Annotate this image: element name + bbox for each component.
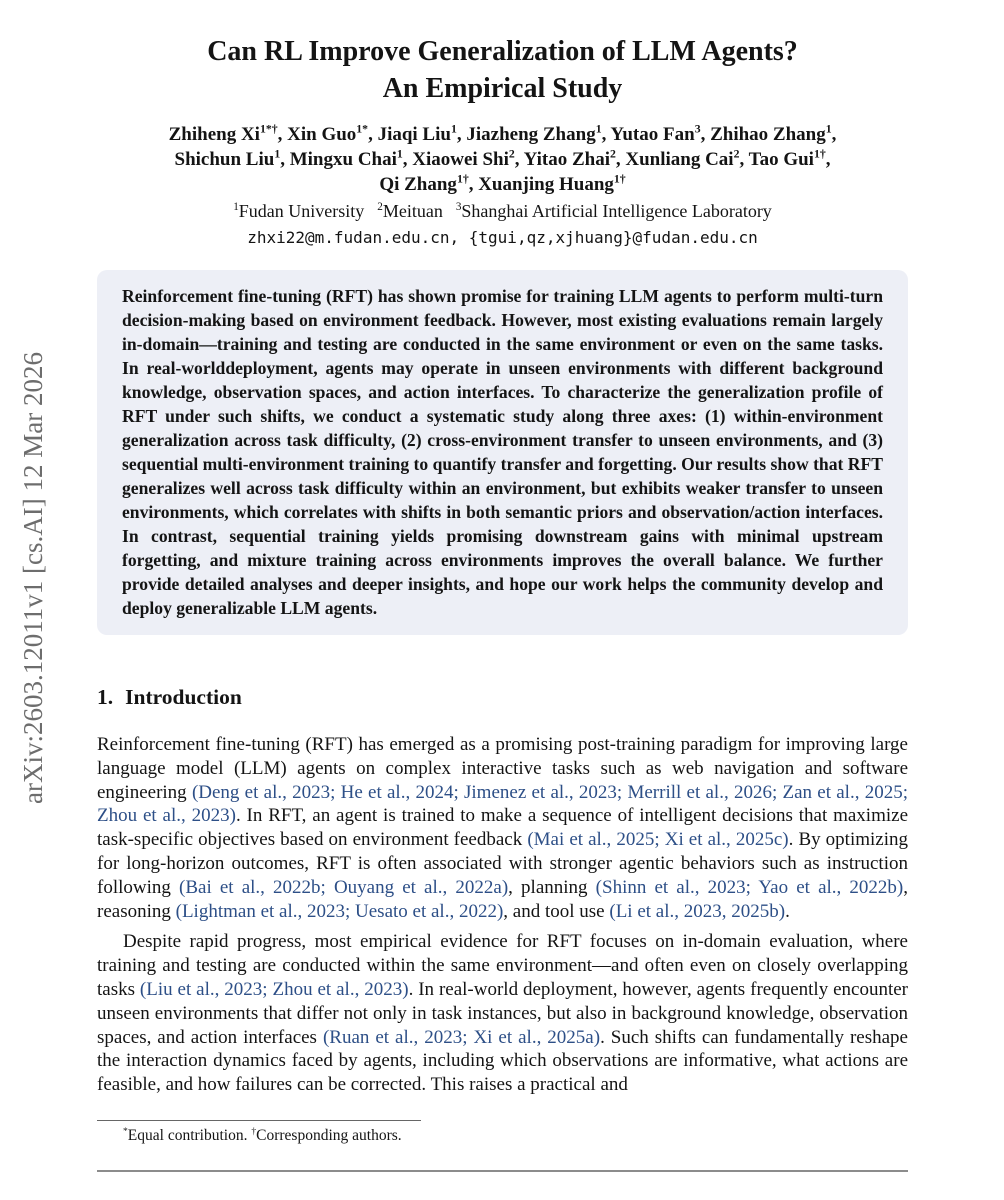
affiliation-list: [97, 200, 908, 223]
author-name: Shichun Liu: [174, 149, 275, 170]
author-superscript: 2: [508, 147, 515, 161]
author-name: Xunliang Cai: [625, 149, 734, 170]
author-superscript: 1†: [813, 147, 826, 161]
paper-title-line1: Can RL Improve Generalization of LLM Agents?: [207, 36, 798, 67]
affiliation-superscript: 3: [455, 201, 462, 213]
author-line: [97, 122, 908, 147]
author-name: Yitao Zhai: [523, 149, 610, 170]
text-run: . Such shifts can fundamentally reshape the interaction dynamics faced by agents, including which observations are informative, what actions are feasible, and how failures can be corrected. This raises a practical and: [97, 1026, 908, 1096]
text-run: Reinforcement fine-tuning (RFT) has emerged as a promising post-training paradigm for improving large language model (LLM) agents on complex interactive tasks such as web navigation and software engineering: [97, 734, 908, 803]
arxiv-watermark: [10, 256, 62, 900]
author-name: Mingxu Chai: [289, 149, 397, 170]
page-bottom-rule: [97, 1170, 908, 1172]
body-paragraph: [97, 930, 908, 1097]
author-name: Zhihao Zhang: [710, 124, 826, 145]
author-name: Jiaqi Liu: [377, 124, 451, 145]
citation-link[interactable]: (Lightman et al., 2023; Uesato et al., 2022): [175, 900, 504, 922]
author-separator: ,: [277, 124, 288, 145]
author-separator: ,: [700, 124, 711, 145]
footnote-rule: [97, 1120, 421, 1121]
author-superscript: 1†: [613, 172, 626, 186]
author-separator: ,: [739, 149, 749, 170]
paper-title-line2: An Empirical Study: [382, 73, 623, 104]
author-separator: ,: [825, 149, 831, 170]
affiliation-superscript: 2: [377, 201, 383, 213]
text-run: , reasoning: [97, 876, 908, 922]
citation-link[interactable]: (Liu et al., 2023; Zhou et al., 2023): [139, 978, 409, 1000]
author-line: [97, 147, 908, 172]
author-superscript: 3: [694, 122, 701, 136]
author-name: Xiaowei Shi: [412, 149, 509, 170]
citation-link[interactable]: (Deng et al., 2023; He et al., 2024; Jimenez et al., 2023; Merrill et al., 2026; Zan et al., 2025; Zhou et al., 2023): [97, 781, 908, 827]
text-run: , planning: [508, 876, 596, 898]
author-separator: ,: [402, 149, 413, 170]
arxiv-watermark-label: arXiv:2603.12011v1 [cs.AI] 12 Mar 2026: [18, 352, 48, 804]
text-run: , and tool use: [503, 900, 610, 922]
author-name: Xin Guo: [287, 124, 357, 145]
author-list: [97, 122, 908, 197]
section-title: Introduction: [125, 685, 242, 709]
author-name: Xuanjing Huang: [478, 174, 614, 195]
text-run: . In RFT, an agent is trained to make a sequence of intelligent decisions that maximize task-specific objectives based on environment feedback: [97, 805, 909, 851]
author-superscript: 1: [595, 122, 602, 136]
affiliation-name: Shanghai Artificial Intelligence Laboratory: [461, 201, 772, 221]
paper-title: [97, 33, 908, 107]
affiliation-name: Fudan University: [238, 201, 365, 221]
affiliation-item: [456, 201, 772, 221]
abstract-box: [97, 270, 908, 635]
author-superscript: 1*: [356, 122, 369, 136]
author-superscript: 2: [733, 147, 740, 161]
author-name: Tao Gui: [748, 149, 814, 170]
affiliation-item: [233, 201, 364, 221]
author-separator: ,: [831, 124, 837, 145]
abstract-text: Reinforcement fine-tuning (RFT) has shown promise for training LLM agents to perform multi-turn decision-making based on environment feedback. However, most existing evaluations remain largely in-domain—training and testing are conducted in the same environment or even on the same tasks. In real-worlddeployment, agents may operate in unseen environments with different background knowledge, observation spaces, and action interfaces. To characterize the generalization profile of RFT under such shifts, we conduct a systematic study along three axes: (1) within-environment generalization across task difficulty, (2) cross-environment transfer to unseen environments, and (3) sequential multi-environment training to quantify transfer and forgetting. Our results show that RFT generalizes well across task difficulty within an environment, but exhibits weaker transfer to unseen environments, which correlates with shifts in both semantic priors and observation/action interfaces. In contrast, sequential training yields promising downstream gains with minimal upstream forgetting, and mixture training across environments improves the overall balance. We further provide detailed analyses and deeper insights, and hope our work helps the community develop and deploy generalizable LLM agents.: [122, 286, 883, 618]
citation-link[interactable]: (Shinn et al., 2023; Yao et al., 2022b): [595, 876, 904, 898]
text-run: . By optimizing for long-horizon outcomes, RFT is often associated with stronger agentic behaviors such as instruction following: [97, 829, 909, 898]
author-superscript: 1: [396, 147, 403, 161]
section-number: 1.: [97, 685, 114, 709]
citation-link[interactable]: (Ruan et al., 2023; Xi et al., 2025a): [322, 1026, 601, 1048]
author-superscript: 1: [274, 147, 281, 161]
footnote-run: Equal contribution.: [127, 1127, 252, 1144]
introduction-body: [97, 733, 908, 1097]
footnote-text: [97, 1126, 908, 1146]
affiliation-superscript: 1: [233, 201, 239, 213]
text-run: . In real-world deployment, however, agents frequently encounter unseen environments that differ not only in task instances, but also in background knowledge, observation spaces, and action interfaces: [97, 978, 909, 1048]
footnote-marker: *: [123, 1125, 128, 1137]
author-superscript: 1*†: [259, 122, 278, 136]
author-separator: ,: [368, 124, 378, 145]
author-name: Zhiheng Xi: [168, 124, 260, 145]
text-run: .: [785, 900, 790, 922]
author-name: Yutao Fan: [610, 124, 695, 145]
email-line: zhxi22@m.fudan.edu.cn, {tgui,qz,xjhuang}@fudan.edu.cn: [247, 228, 758, 247]
footnote-block: [97, 1120, 908, 1146]
affiliation-item: [377, 201, 443, 221]
affiliation-name: Meituan: [382, 201, 443, 221]
paper-content: [97, 0, 908, 1097]
author-line: [97, 172, 908, 197]
author-separator: ,: [514, 149, 524, 170]
author-separator: ,: [456, 124, 467, 145]
author-name: Qi Zhang: [379, 174, 457, 195]
citation-link[interactable]: (Bai et al., 2022b; Ouyang et al., 2022a): [179, 876, 509, 898]
citation-link[interactable]: (Mai et al., 2025; Xi et al., 2025c): [527, 829, 789, 851]
author-name: Jiazheng Zhang: [466, 124, 596, 145]
author-separator: ,: [468, 174, 479, 195]
author-superscript: 1: [450, 122, 457, 136]
text-run: Despite rapid progress, most empirical evidence for RFT focuses on in-domain evaluation, where training and testing are conducted within the same environment—and often even on closely overlapping tasks: [97, 931, 908, 1000]
author-separator: ,: [601, 124, 611, 145]
author-superscript: 1: [825, 122, 832, 136]
footnote-marker: †: [251, 1125, 257, 1137]
author-separator: ,: [280, 149, 290, 170]
footnote-run: Corresponding authors.: [256, 1127, 402, 1144]
author-superscript: 1†: [456, 172, 469, 186]
citation-link[interactable]: (Li et al., 2023, 2025b): [609, 900, 786, 922]
body-paragraph: [97, 733, 908, 923]
author-separator: ,: [615, 149, 626, 170]
section-heading-introduction: [97, 685, 908, 710]
author-superscript: 2: [609, 147, 616, 161]
